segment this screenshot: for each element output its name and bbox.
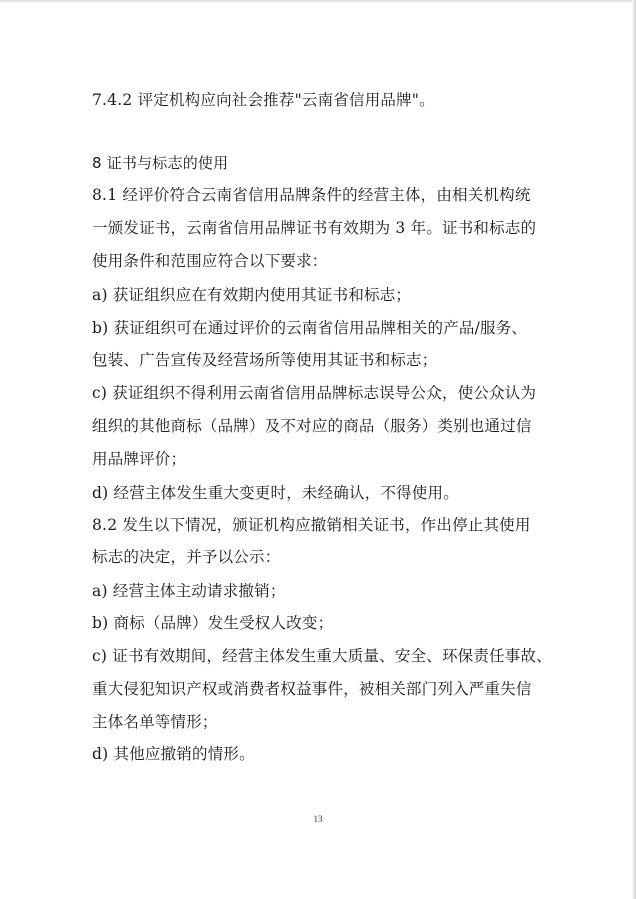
page-number: 13 [313,814,323,824]
paragraph-line: a) 获证组织应在有效期内使用其证书和标志； [92,286,412,304]
clause-7-4-2: 7.4.2 评定机构应向社会推荐"云南省信用品牌"。 [92,91,435,109]
paragraph-line: 标志的决定，并予以公示： [92,548,281,566]
paragraph-line: c) 获证组织不得利用云南省信用品牌标志误导公众，使公众认为 [92,384,537,402]
paragraph-line: 使用条件和范围应符合以下要求： [92,252,328,270]
paragraph-line: 包装、广告宣传及经营场所等使用其证书和标志； [92,351,438,369]
paragraph-line: b) 获证组织可在通过评价的云南省信用品牌相关的产品/服务、 [92,319,528,337]
paragraph-line: a) 经营主体主动请求撤销； [92,582,286,600]
paragraph-line: b) 商标（品牌）发生受权人改变； [92,614,334,632]
paragraph-line: 组织的其他商标（品牌）及不对应的商品（服务）类别也通过信 [92,417,532,435]
scan-edge-top [0,0,636,3]
paragraph-line: 主体名单等情形； [92,713,218,731]
section-8-title: 8 证书与标志的使用 [92,154,229,172]
paragraph-line: 8.2 发生以下情况，颁证机构应撤销相关证书，作出停止其使用 [92,516,531,534]
paragraph-line: 一颁发证书，云南省信用品牌证书有效期为 3 年。证书和标志的 [92,219,537,237]
paragraph-line: 用品牌评价； [92,450,187,468]
paragraph-line: c) 证书有效期间，经营主体发生重大质量、安全、环保责任事故、 [92,647,552,665]
scan-edge-right [632,0,636,899]
paragraph-line: d) 其他应撤销的情形。 [92,745,255,763]
paragraph-line: d) 经营主体发生重大变更时，未经确认，不得使用。 [92,484,459,502]
paragraph-line: 8.1 经评价符合云南省信用品牌条件的经营主体，由相关机构统 [92,186,531,204]
paragraph-line: 重大侵犯知识产权或消费者权益事件，被相关部门列入严重失信 [92,680,532,698]
